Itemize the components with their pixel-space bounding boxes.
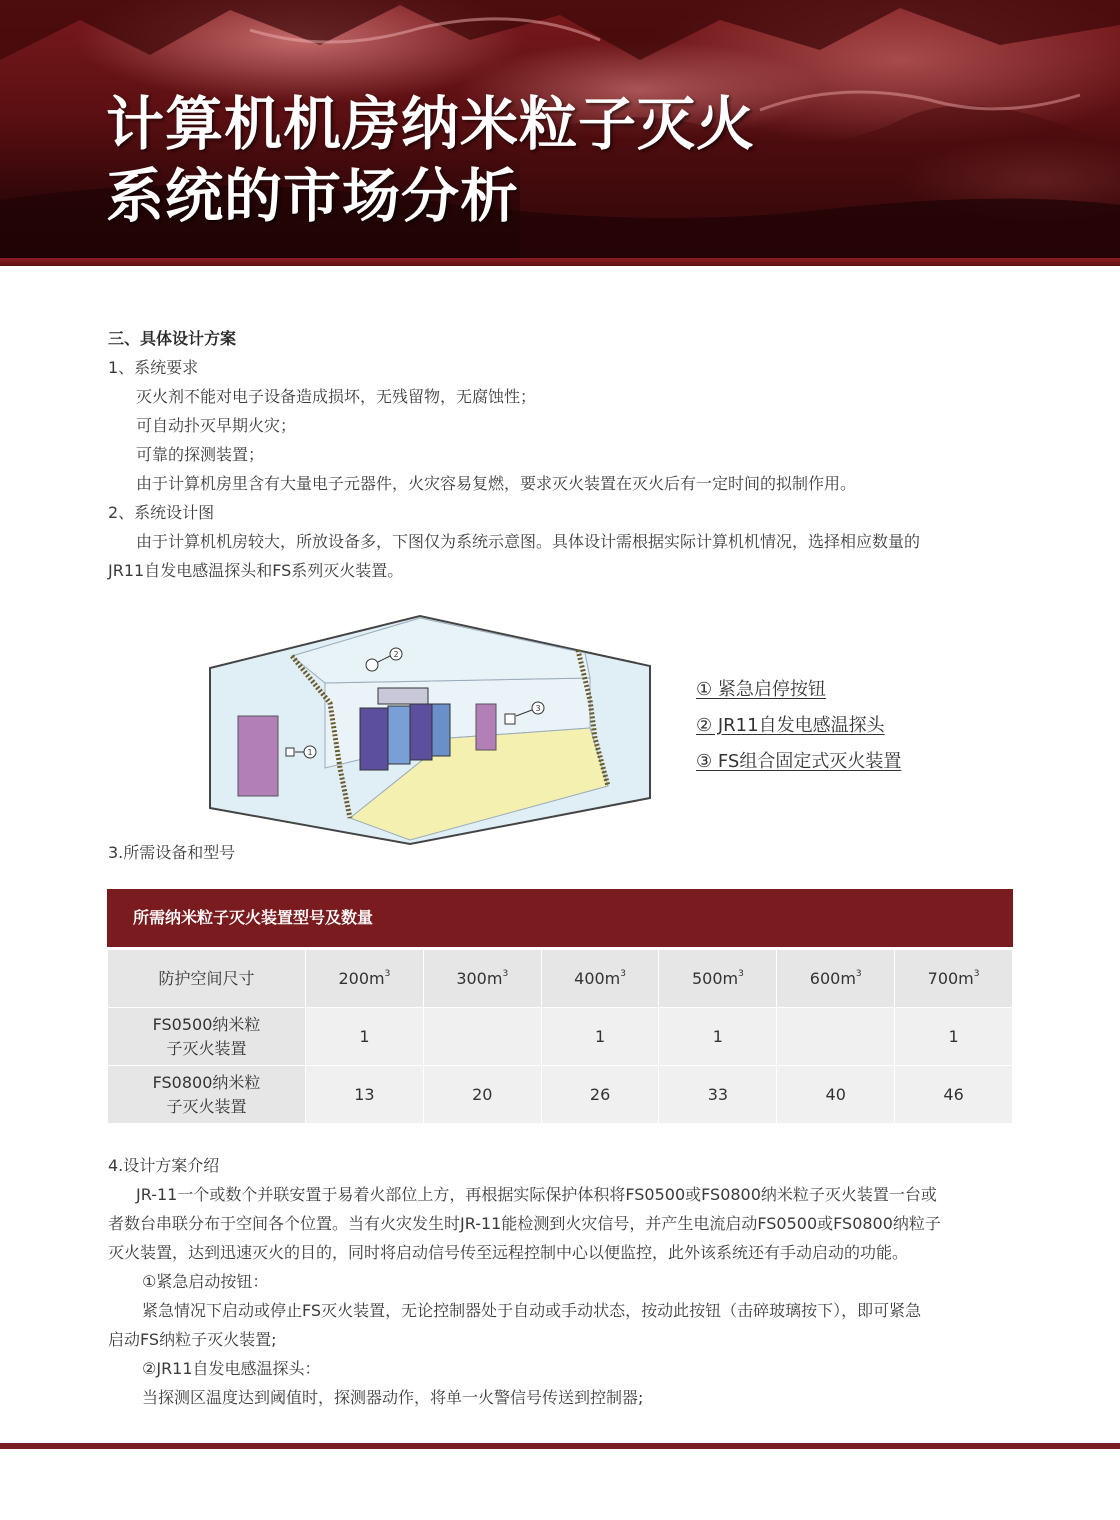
design-text-cont: JR11自发电感温探头和FS系列灭火装置。 [108, 561, 404, 580]
table-cell: 1 [659, 1008, 777, 1066]
table-row [108, 1066, 1013, 1124]
equipment-table [107, 949, 1013, 1124]
row-label: FS0500纳米粒 子灭火装置 [108, 1008, 306, 1066]
design-intro-section [108, 1151, 1018, 1412]
design-plan-section [108, 324, 1018, 585]
item-text: 紧急情况下启动或停止FS灭火装置，无论控制器处于自动或手动状态，按动此按钮（击碎玻璃按下），即可紧急 [142, 1301, 922, 1320]
table-cell [423, 1008, 541, 1066]
banner-divider [0, 258, 1120, 266]
header-cell: 防护空间尺寸 [108, 950, 306, 1008]
system-diagram [200, 608, 660, 858]
intro-paragraph-cont: 者数台串联分布于空间各个位置。当有火灾发生时JR-11能检测到火灾信号，并产生电流启动FS0500或FS0800纳粒子 [108, 1214, 941, 1233]
table-cell: 13 [306, 1066, 424, 1124]
title-line-2: 系统的市场分析 [106, 162, 520, 230]
table-cell [777, 1008, 895, 1066]
size-cell: $300m^3$ [423, 950, 541, 1008]
requirement-item: 灭火剂不能对电子设备造成损坏，无残留物，无腐蚀性； [136, 387, 537, 406]
requirements-heading: 1、系统要求 [108, 358, 199, 377]
table-title: 所需纳米粒子灭火装置型号及数量 [107, 889, 1013, 947]
marker-1: 1 [307, 748, 313, 757]
diagram-legend [696, 672, 901, 780]
table-cell: 1 [895, 1008, 1013, 1066]
table-cell: 1 [306, 1008, 424, 1066]
table-cell: 20 [423, 1066, 541, 1124]
requirement-item: 由于计算机房里含有大量电子元器件，火灾容易复燃，要求灭火装置在灭火后有一定时间的拟制作用。 [136, 474, 857, 493]
legend-item-emergency-button: ① 紧急启停按钮 [696, 679, 826, 700]
marker-3: 3 [535, 704, 541, 713]
marker-2: 2 [393, 650, 399, 659]
table-cell: 1 [541, 1008, 659, 1066]
design-heading: 2、系统设计图 [108, 503, 215, 522]
table-header-row [108, 950, 1013, 1008]
item-title-jr11-sensor: ②JR11自发电感温探头： [142, 1359, 321, 1378]
intro-paragraph-cont: 灭火装置，达到迅速灭火的目的，同时将启动信号传至远程控制中心以便监控，此外该系统还有手动启动的功能。 [108, 1243, 909, 1262]
table-cell: 40 [777, 1066, 895, 1124]
size-cell: $600m^3$ [777, 950, 895, 1008]
size-cell: $700m^3$ [895, 950, 1013, 1008]
design-text: 由于计算机机房较大，所放设备多，下图仅为系统示意图。具体设计需根据实际计算机机情况，选择相应数量的 [136, 532, 921, 551]
size-cell: $200m^3$ [306, 950, 424, 1008]
header-banner [0, 0, 1120, 258]
item-text: 当探测区温度达到阈值时，探测器动作，将单一火警信号传送到控制器; [142, 1388, 644, 1407]
section-heading: 三、具体设计方案 [108, 329, 237, 348]
item-title-emergency-button: ①紧急启动按钮： [142, 1272, 269, 1291]
legend-item-fs-device: ③ FS组合固定式灭火装置 [696, 751, 902, 772]
intro-heading: 4.设计方案介绍 [108, 1156, 220, 1175]
table-cell: 33 [659, 1066, 777, 1124]
size-cell: $400m^3$ [541, 950, 659, 1008]
table-cell: 46 [895, 1066, 1013, 1124]
equipment-heading: 3.所需设备和型号 [108, 843, 236, 862]
requirement-item: 可靠的探测装置； [136, 445, 265, 464]
size-cell: $500m^3$ [659, 950, 777, 1008]
footer-divider [0, 1443, 1120, 1449]
row-label: FS0800纳米粒 子灭火装置 [108, 1066, 306, 1124]
intro-paragraph: JR-11一个或数个并联安置于易着火部位上方，再根据实际保护体积将FS0500或FS0800纳米粒子灭火装置一台或 [136, 1185, 937, 1204]
title-line-1: 计算机机房纳米粒子灭火 [106, 90, 756, 158]
table-cell: 26 [541, 1066, 659, 1124]
table-row [108, 1008, 1013, 1066]
item-text-cont: 启动FS纳粒子灭火装置; [108, 1330, 277, 1349]
page-title [106, 88, 755, 232]
legend-item-jr11-sensor: ② JR11自发电感温探头 [696, 715, 885, 736]
requirement-item: 可自动扑灭早期火灾； [136, 416, 297, 435]
